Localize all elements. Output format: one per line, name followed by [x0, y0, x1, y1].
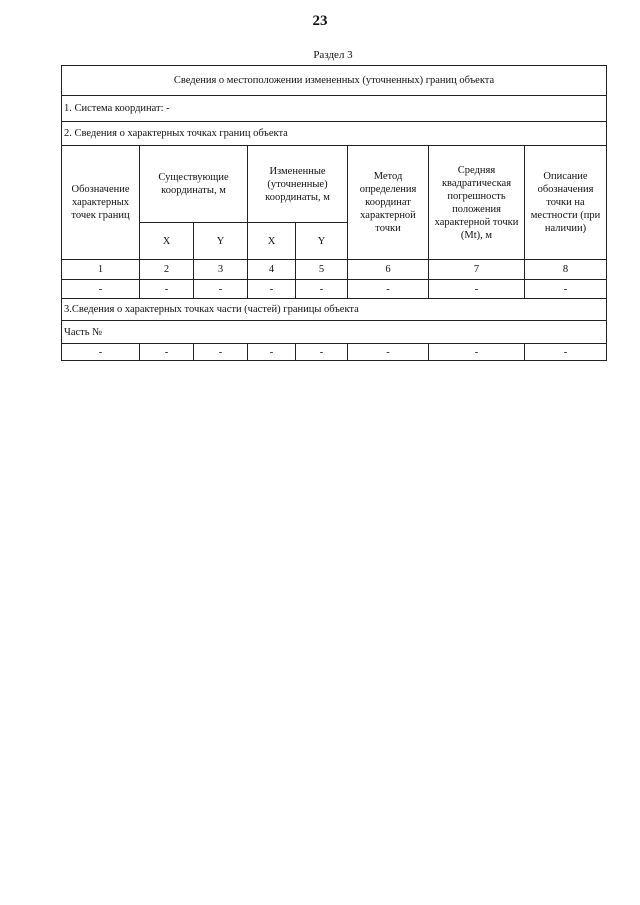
table-cell: - — [194, 280, 248, 299]
table-cell: - — [525, 280, 607, 299]
header-description: Описание обозначения точки на местности (при наличии) — [525, 146, 607, 260]
part-points-section-title: 3.Сведения о характерных точках части (частей) границы объекта — [62, 299, 607, 321]
table-cell: - — [348, 344, 429, 361]
coordinate-system-row — [62, 96, 607, 122]
column-numbers-row — [62, 260, 607, 280]
column-number: 5 — [296, 260, 348, 280]
header-error: Средняя квадратическая погрешность положения характерной точки (Mt), м — [429, 146, 525, 260]
column-number: 1 — [62, 260, 140, 280]
part-points-section-row — [62, 299, 607, 321]
table-cell: - — [525, 344, 607, 361]
boundary-points-table — [61, 65, 607, 361]
header-changed-coords: Измененные (уточненные) координаты, м — [248, 146, 348, 223]
section-label: Раздел 3 — [313, 49, 353, 61]
table-cell: - — [140, 344, 194, 361]
table-row — [62, 344, 607, 361]
header-y-changed: Y — [296, 223, 348, 260]
column-number: 4 — [248, 260, 296, 280]
table-cell: - — [296, 280, 348, 299]
table-cell: - — [296, 344, 348, 361]
header-x-changed: X — [248, 223, 296, 260]
column-number: 3 — [194, 260, 248, 280]
column-number: 6 — [348, 260, 429, 280]
header-existing-coords: Существующие координаты, м — [140, 146, 248, 223]
table-cell: - — [348, 280, 429, 299]
column-number: 2 — [140, 260, 194, 280]
table-cell: - — [140, 280, 194, 299]
column-number: 7 — [429, 260, 525, 280]
table-cell: - — [62, 344, 140, 361]
header-row-top — [62, 146, 607, 223]
points-section-title: 2. Сведения о характерных точках границ объекта — [62, 122, 607, 146]
points-section-row — [62, 122, 607, 146]
part-number-row — [62, 321, 607, 344]
coordinate-system: 1. Система координат: - — [62, 96, 607, 122]
page-number: 23 — [312, 13, 328, 29]
table-cell: - — [248, 344, 296, 361]
table-cell: - — [194, 344, 248, 361]
table-title: Сведения о местоположении измененных (уточненных) границ объекта — [62, 66, 607, 96]
header-method: Метод определения координат характерной точки — [348, 146, 429, 260]
column-number: 8 — [525, 260, 607, 280]
header-designation: Обозначение характерных точек границ — [62, 146, 140, 260]
table-cell: - — [248, 280, 296, 299]
part-number-label: Часть № — [62, 321, 607, 344]
header-y-existing: Y — [194, 223, 248, 260]
table-cell: - — [429, 280, 525, 299]
table-row — [62, 280, 607, 299]
header-x-existing: X — [140, 223, 194, 260]
table-title-row — [62, 66, 607, 96]
table-cell: - — [62, 280, 140, 299]
table-cell: - — [429, 344, 525, 361]
